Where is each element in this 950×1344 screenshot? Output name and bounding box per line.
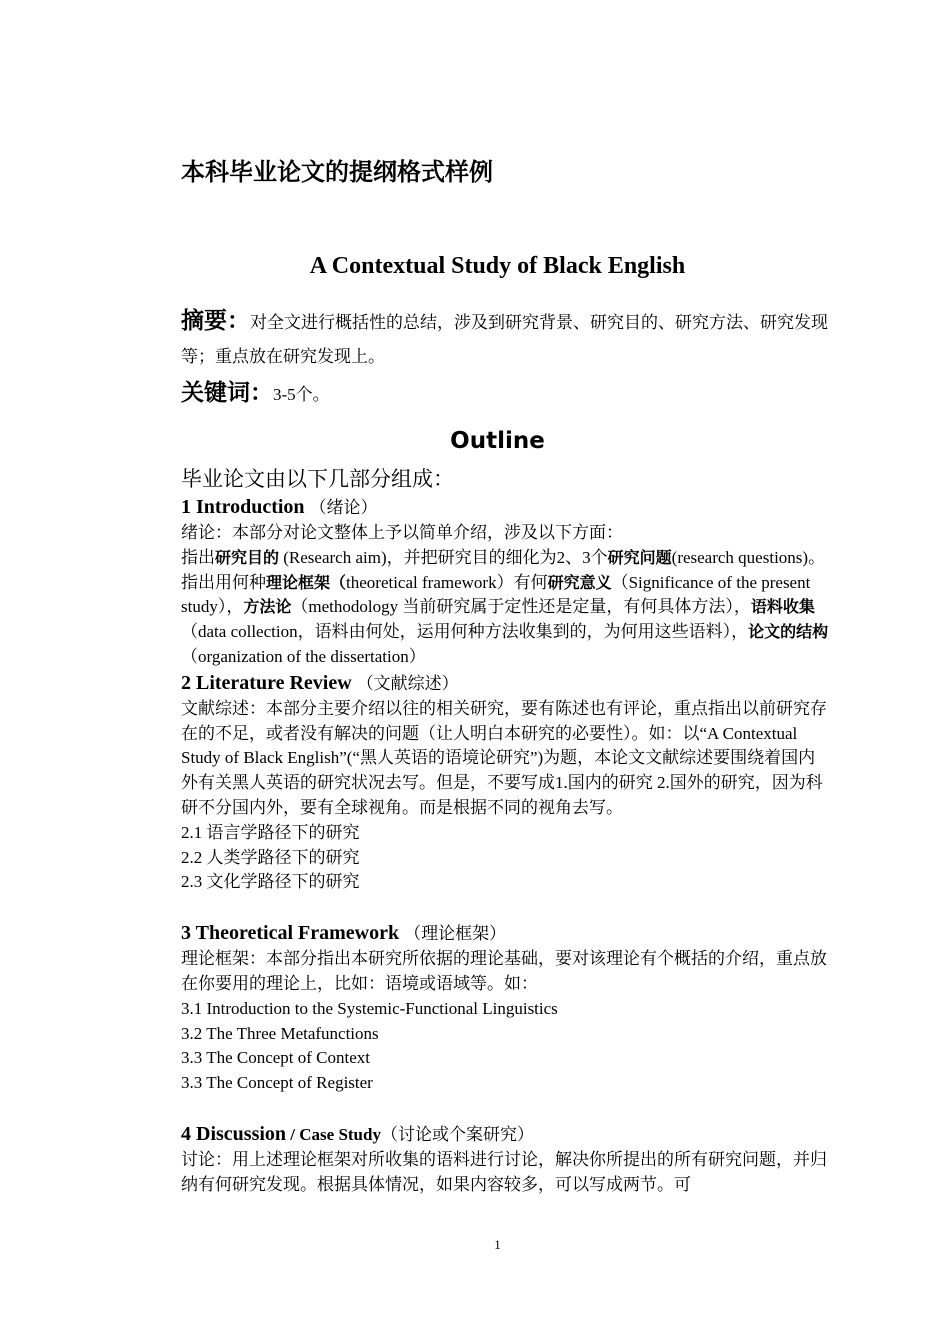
section-2-title-cn: （文献综述）	[356, 673, 459, 693]
spacer	[181, 895, 831, 920]
s1-bold-research-aim: 研究目的	[215, 547, 280, 567]
s1-text-b: (Research aim)，并把研究目的细化为2、3个	[279, 547, 608, 567]
s1-bold-research-questions: 研究问题	[607, 547, 672, 567]
section-4-title-suffix: / Case Study	[286, 1124, 381, 1144]
section-1-title-cn: （绪论）	[309, 498, 378, 517]
section-1-text	[181, 546, 831, 670]
section-1-intro-line: 绪论：本部分对论文整体上予以简单介绍，涉及以下方面：	[181, 523, 623, 542]
list-item: 3.1 Introduction to the Systemic-Functional Linguistics	[181, 998, 558, 1018]
page-number: 1	[494, 1237, 501, 1252]
list-item: 2.3 文化学路径下的研究	[181, 872, 360, 892]
s1-text-e: （Significance of the present study），	[181, 572, 811, 617]
s1-text-h: （organization of the dissertation）	[181, 646, 426, 666]
list-item: 3.3 The Concept of Context	[181, 1048, 371, 1068]
keywords-text: 3-5个。	[273, 385, 330, 404]
section-4-heading	[181, 1121, 831, 1148]
abstract-label: 摘要：	[181, 308, 250, 334]
abstract-section	[181, 304, 831, 374]
s1-text-a: 指出	[181, 547, 215, 567]
keywords-label: 关键词：	[181, 380, 273, 406]
s1-bold-organization: 论文的结构	[748, 622, 829, 642]
s1-bold-significance: 研究意义	[547, 572, 612, 592]
s1-text-f: （methodology 当前研究属于定性还是定量，有何具体方法），	[291, 597, 751, 617]
section-1-title: 1 Introduction	[181, 496, 305, 518]
section-4-text: 讨论：用上述理论框架对所收集的语料进行讨论，解决你所提出的所有研究问题，并归纳有何研究发现。根据具体情况，如果内容较多，可以写成两节。可	[181, 1149, 827, 1194]
section-3-title-cn: （理论框架）	[404, 924, 507, 944]
thesis-title: A Contextual Study of Black English	[309, 253, 686, 279]
section-4-title-cn: （讨论或个案研究）	[380, 1124, 534, 1144]
document-title: 本科毕业论文的提纲格式样例	[181, 158, 493, 186]
abstract-text: 对全文进行概括性的总结，涉及到研究背景、研究目的、研究方法、研究发现等；重点放在研究发现上。	[181, 313, 828, 367]
list-item: 3.3 The Concept of Register	[181, 1073, 373, 1093]
s1-text-d: theoretical framework）有何	[346, 572, 548, 592]
outline-intro: 毕业论文由以下几部分组成：	[181, 467, 454, 491]
outline-body	[181, 464, 831, 1198]
outline-heading: Outline	[450, 428, 545, 454]
section-2-text: 文献综述：本部分主要介绍以往的相关研究，要有陈述也有评论，重点指出以前研究存在的不足，或者没有解决的问题（让人明白本研究的必要性）。如：以“A Contextual Study of Black English”(“黑人英语的语境论研究”)为题，本论文文献综述要围绕着国内外有关黑人英语的研究状况去写。但是，不要写成1.国内的研究 2.国外的研究，因为科研不分国内外，要有全球视角。而是根据不同的视角去写。	[181, 698, 827, 817]
s1-text-g: （data collection，语料由何处，运用何种方法收集到的，为何用这些语料），	[181, 622, 749, 642]
s1-bold-framework: 理论框架（	[266, 572, 347, 592]
section-2-title: 2 Literature Review	[181, 671, 352, 694]
s1-bold-methodology: 方法论	[243, 597, 292, 617]
section-3-title: 3 Theoretical Framework	[181, 922, 400, 945]
section-2-heading	[181, 670, 831, 697]
list-item: 2.1 语言学路径下的研究	[181, 822, 360, 842]
section-3-heading	[181, 920, 831, 947]
section-3-text: 理论框架：本部分指出本研究所依据的理论基础，要对该理论有个概括的介绍，重点放在你要用的理论上，比如：语境或语域等。如：	[181, 949, 827, 993]
section-4-title: 4 Discussion	[181, 1122, 287, 1145]
keywords-section	[181, 376, 831, 412]
s1-text-c: (research questions)。指出用何种	[181, 547, 826, 592]
list-item: 2.2 人类学路径下的研究	[181, 847, 360, 867]
list-item: 3.2 The Three Metafunctions	[181, 1023, 379, 1043]
spacer	[181, 1096, 831, 1121]
section-1-heading	[181, 494, 831, 521]
s1-bold-data-collection: 语料收集	[750, 597, 815, 617]
